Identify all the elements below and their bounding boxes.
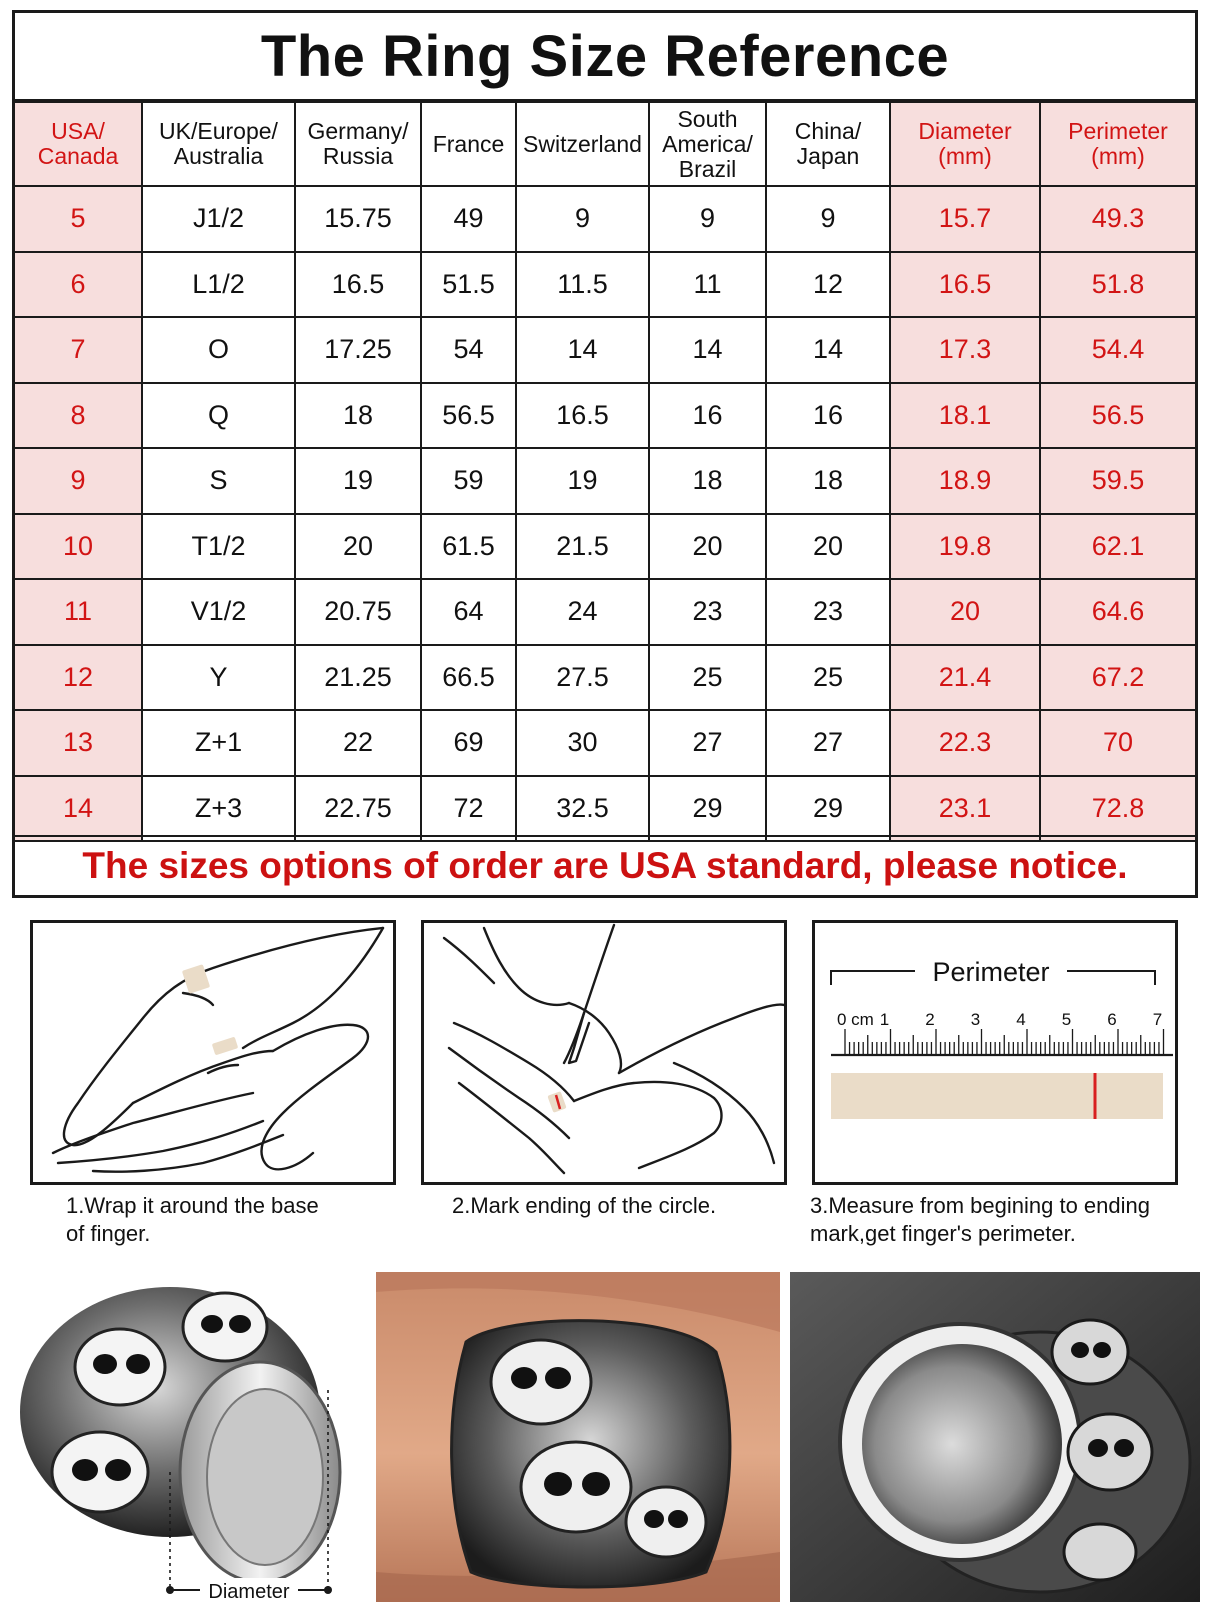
table-cell: 21.4 [890, 645, 1040, 711]
table-cell: Z+3 [142, 776, 295, 842]
table-cell: 23 [649, 579, 766, 645]
table-cell: V1/2 [142, 579, 295, 645]
paper-strip-icon [182, 964, 210, 994]
table-cell: 20.75 [295, 579, 421, 645]
table-cell: 11 [15, 579, 142, 645]
table-cell: 16.5 [295, 252, 421, 318]
table-cell: 11 [649, 252, 766, 318]
table-cell: 18 [766, 448, 890, 514]
ring-on-finger-photo [376, 1272, 780, 1602]
table-cell: 14 [766, 317, 890, 383]
table-cell: 14 [649, 317, 766, 383]
page-title: The Ring Size Reference [15, 13, 1195, 101]
step3-caption [810, 1192, 1150, 1248]
step1-caption-line1: 1.Wrap it around the base [66, 1193, 319, 1218]
hand-pen-icon [424, 923, 784, 1182]
table-cell: L1/2 [142, 252, 295, 318]
table-cell: 59 [421, 448, 516, 514]
table-cell: 18.1 [890, 383, 1040, 449]
ruler-tick-label: 6 [1107, 1010, 1117, 1029]
table-cell: 22 [295, 710, 421, 776]
table-cell: 14 [15, 776, 142, 842]
table-cell: 14 [516, 317, 649, 383]
table-cell: 12 [15, 645, 142, 711]
step1-illustration [30, 920, 396, 1185]
table-row [15, 514, 1195, 580]
ring-photo-diameter [10, 1272, 350, 1602]
table-cell: 18.9 [890, 448, 1040, 514]
step2-illustration [421, 920, 787, 1185]
table-cell: 8 [15, 383, 142, 449]
step2-caption [452, 1192, 716, 1220]
table-row [15, 645, 1195, 711]
table-cell: 10 [15, 514, 142, 580]
table-cell: 7 [15, 317, 142, 383]
table-cell: 6 [15, 252, 142, 318]
table-cell: 54.4 [1040, 317, 1195, 383]
diameter-label: Diameter [208, 1581, 290, 1602]
table-cell: 69 [421, 710, 516, 776]
ruler-tick-label: 3 [970, 1010, 981, 1029]
ruler-tick-label: 1 [879, 1010, 890, 1029]
table-cell: 15.75 [295, 186, 421, 252]
column-header: France [421, 102, 516, 186]
step3-caption-line1: 3.Measure from begining to ending [810, 1193, 1150, 1218]
column-header: Germany/ Russia [295, 102, 421, 186]
table-cell: 9 [766, 186, 890, 252]
table-cell: 72.8 [1040, 776, 1195, 842]
ring-on-finger-image [376, 1272, 780, 1602]
ruler-tick-label: 4 [1016, 1010, 1026, 1029]
table-cell: 27 [766, 710, 890, 776]
table-cell: 11.5 [516, 252, 649, 318]
ruler-tick-label: 7 [1152, 1010, 1163, 1029]
ring-side-image [790, 1272, 1200, 1602]
ring-dark-photo [790, 1272, 1200, 1602]
table-cell: 49.3 [1040, 186, 1195, 252]
table-cell: S [142, 448, 295, 514]
table-row [15, 186, 1195, 252]
table-row [15, 448, 1195, 514]
table-cell: 51.5 [421, 252, 516, 318]
table-cell: 22.75 [295, 776, 421, 842]
table-cell: 19 [295, 448, 421, 514]
table-cell: 23.1 [890, 776, 1040, 842]
step2-caption-line1: 2.Mark ending of the circle. [452, 1193, 717, 1218]
table-cell: 62.1 [1040, 514, 1195, 580]
step3-illustration [812, 920, 1178, 1185]
table-cell: 5 [15, 186, 142, 252]
table-cell: 64 [421, 579, 516, 645]
table-cell: 64.6 [1040, 579, 1195, 645]
table-cell: 27 [649, 710, 766, 776]
table-cell: T1/2 [142, 514, 295, 580]
table-cell: 9 [649, 186, 766, 252]
table-cell: 29 [649, 776, 766, 842]
table-cell: 16.5 [890, 252, 1040, 318]
table-cell: 17.25 [295, 317, 421, 383]
table-cell: 72 [421, 776, 516, 842]
table-cell: 59.5 [1040, 448, 1195, 514]
table-cell: 19 [516, 448, 649, 514]
table-cell: 18 [649, 448, 766, 514]
table-row [15, 317, 1195, 383]
table-cell: 9 [516, 186, 649, 252]
table-cell: 9 [15, 448, 142, 514]
table-cell: Y [142, 645, 295, 711]
table-cell: 25 [649, 645, 766, 711]
column-header: USA/ Canada [15, 102, 142, 186]
paper-strip-icon [831, 1073, 1163, 1119]
table-cell: Z+1 [142, 710, 295, 776]
table-cell: 32.5 [516, 776, 649, 842]
table-row [15, 710, 1195, 776]
table-cell: 15.7 [890, 186, 1040, 252]
table-cell: 20 [890, 579, 1040, 645]
column-header: Diameter (mm) [890, 102, 1040, 186]
table-cell: Q [142, 383, 295, 449]
table-cell: 61.5 [421, 514, 516, 580]
column-header: China/ Japan [766, 102, 890, 186]
table-cell: J1/2 [142, 186, 295, 252]
column-header: UK/Europe/ Australia [142, 102, 295, 186]
table-cell: 20 [649, 514, 766, 580]
table-cell: 22.3 [890, 710, 1040, 776]
table-cell: 49 [421, 186, 516, 252]
table-cell: 27.5 [516, 645, 649, 711]
column-header: Switzerland [516, 102, 649, 186]
table-cell: 20 [766, 514, 890, 580]
step1-caption-line2: of finger. [66, 1221, 151, 1246]
size-grid [15, 101, 1195, 842]
table-cell: 30 [516, 710, 649, 776]
ruler-tick-label: 2 [925, 1010, 935, 1029]
table-cell: 24 [516, 579, 649, 645]
table-cell: 54 [421, 317, 516, 383]
table-cell: 66.5 [421, 645, 516, 711]
table-cell: 16 [766, 383, 890, 449]
table-cell: 13 [15, 710, 142, 776]
table-body [15, 186, 1195, 841]
table-cell: 67.2 [1040, 645, 1195, 711]
ruler-tick-label: 0 cm [837, 1010, 874, 1029]
table-cell: 16.5 [516, 383, 649, 449]
column-header: South America/ Brazil [649, 102, 766, 186]
usa-standard-notice: The sizes options of order are USA standard, please notice. [15, 835, 1195, 895]
table-cell: 12 [766, 252, 890, 318]
table-cell: O [142, 317, 295, 383]
table-row [15, 252, 1195, 318]
hand-wrap-icon [33, 923, 393, 1182]
step3-caption-line2: mark,get finger's perimeter. [810, 1221, 1076, 1246]
table-cell: 51.8 [1040, 252, 1195, 318]
table-row [15, 776, 1195, 842]
column-header: Perimeter (mm) [1040, 102, 1195, 186]
table-cell: 29 [766, 776, 890, 842]
step1-caption [66, 1192, 319, 1248]
header-row [15, 102, 1195, 186]
table-cell: 19.8 [890, 514, 1040, 580]
ruler-tick-label: 5 [1061, 1010, 1072, 1029]
table-cell: 20 [295, 514, 421, 580]
table-cell: 18 [295, 383, 421, 449]
ring-size-table [12, 10, 1198, 898]
table-cell: 21.5 [516, 514, 649, 580]
table-cell: 17.3 [890, 317, 1040, 383]
perimeter-label: Perimeter [932, 957, 1050, 987]
table-row [15, 579, 1195, 645]
table-cell: 56.5 [421, 383, 516, 449]
table-cell: 21.25 [295, 645, 421, 711]
skull-ring-image [10, 1272, 350, 1602]
table-cell: 56.5 [1040, 383, 1195, 449]
ruler-icon [815, 923, 1175, 1182]
table-cell: 16 [649, 383, 766, 449]
table-row [15, 383, 1195, 449]
table-cell: 70 [1040, 710, 1195, 776]
table-cell: 23 [766, 579, 890, 645]
table-cell: 25 [766, 645, 890, 711]
